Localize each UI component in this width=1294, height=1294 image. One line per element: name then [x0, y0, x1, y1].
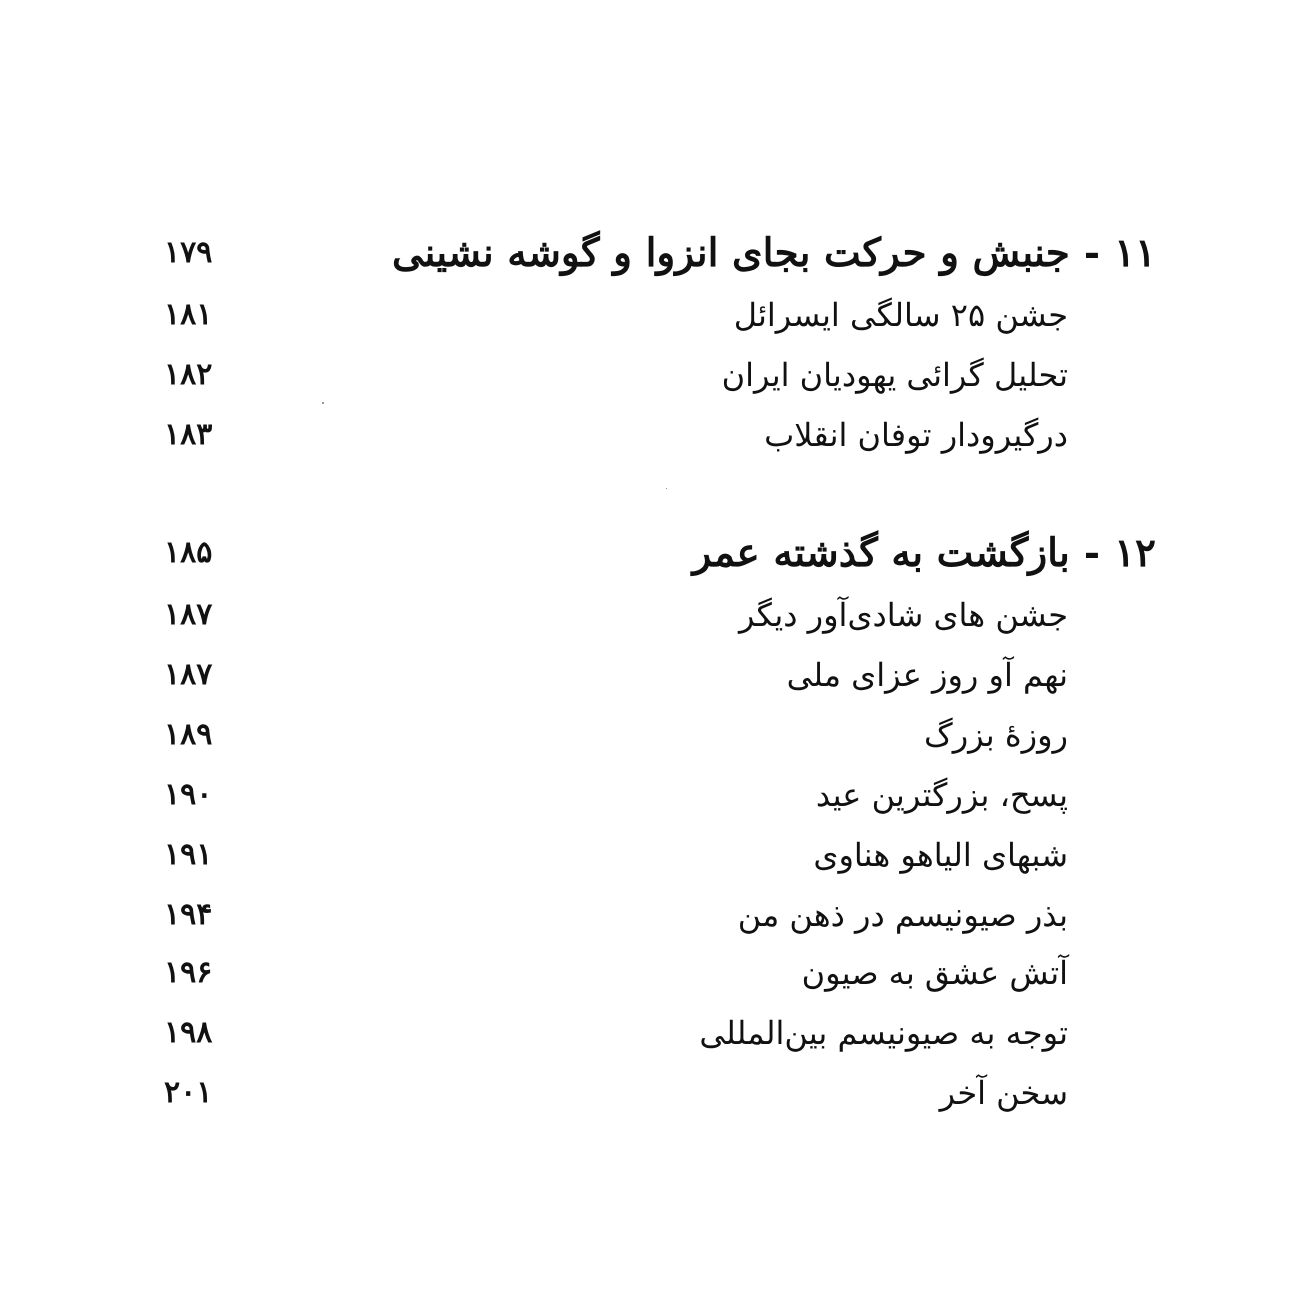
- toc-entry: [0, 707, 1294, 763]
- entry-title: سخن آخر: [939, 1074, 1068, 1112]
- entry-page-number: ۱۹۰: [164, 777, 213, 812]
- toc-entry: [0, 945, 1294, 1001]
- entry-page-number: ۱۹۴: [164, 897, 213, 932]
- toc-entry: [0, 767, 1294, 823]
- scan-speck: [666, 488, 667, 489]
- entry-page-number: ۱۸۷: [164, 597, 213, 632]
- scan-speck: [322, 402, 324, 404]
- toc-entry: [0, 1065, 1294, 1121]
- chapter-number: ۱۱: [1114, 230, 1156, 276]
- entry-page-number: ۱۸۱: [164, 297, 213, 332]
- entry-page-number: ۱۸۳: [164, 417, 213, 452]
- chapter-heading: [392, 225, 1156, 281]
- chapter-separator: -: [1083, 530, 1101, 576]
- entry-page-number: ۱۹۱: [164, 837, 213, 872]
- chapter-separator: -: [1083, 230, 1101, 276]
- entry-title: جشن های شادی‌آور دیگر: [738, 596, 1068, 634]
- entry-title: نهم آو روز عزای ملی: [786, 656, 1068, 694]
- toc-entry: [0, 587, 1294, 643]
- chapter-page-number: ۱۷۹: [164, 235, 213, 270]
- chapter-title: جنبش و حرکت بجای انزوا و گوشه نشینی: [392, 230, 1070, 276]
- entry-page-number: ۱۸۲: [164, 357, 213, 392]
- entry-title: درگیرودار توفان انقلاب: [764, 416, 1068, 454]
- entry-title: تحلیل گرائی یهودیان ایران: [721, 356, 1068, 394]
- toc-entry: [0, 827, 1294, 883]
- entry-title: توجه به صیونیسم بین‌المللی: [699, 1014, 1068, 1052]
- entry-page-number: ۱۹۶: [164, 955, 213, 990]
- toc-entry: [0, 1005, 1294, 1061]
- entry-title: روزهٔ بزرگ: [924, 716, 1068, 754]
- entry-title: جشن ۲۵ سالگی ایسرائل: [733, 296, 1068, 334]
- entry-page-number: ۲۰۱: [164, 1075, 213, 1110]
- chapter-12-row: [0, 525, 1294, 581]
- entry-title: آتش عشق به صیون: [801, 954, 1068, 992]
- chapter-title: بازگشت به گذشته عمر: [692, 530, 1070, 576]
- toc-entry: [0, 887, 1294, 943]
- chapter-page-number: ۱۸۵: [164, 535, 213, 570]
- chapter-11-row: [0, 225, 1294, 281]
- entry-title: پسح، بزرگترین عید: [815, 776, 1068, 814]
- entry-title: بذر صیونیسم در ذهن من: [737, 896, 1068, 934]
- entry-page-number: ۱۸۹: [164, 717, 213, 752]
- toc-entry: [0, 407, 1294, 463]
- toc-entry: [0, 647, 1294, 703]
- chapter-number: ۱۲: [1114, 530, 1156, 576]
- chapter-heading: [692, 525, 1156, 581]
- toc-entry: [0, 287, 1294, 343]
- entry-page-number: ۱۸۷: [164, 657, 213, 692]
- entry-title: شبهای الیاهو هناوی: [813, 836, 1068, 874]
- toc-entry: [0, 347, 1294, 403]
- entry-page-number: ۱۹۸: [164, 1015, 213, 1050]
